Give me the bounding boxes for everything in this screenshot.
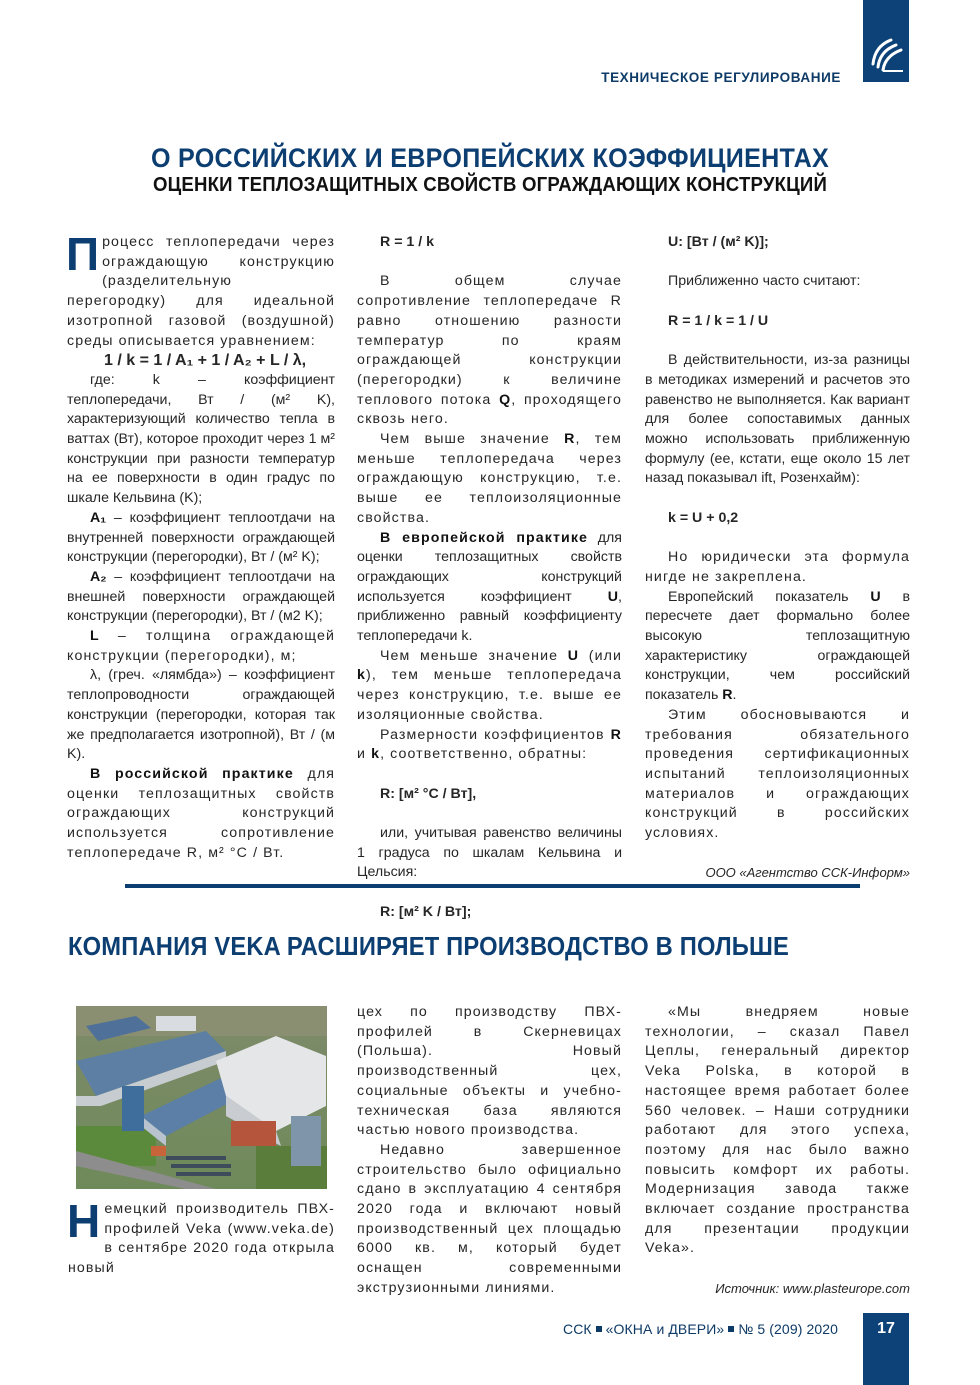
- definition-a2: A₂ – коэффициент теплоотдачи на внешней поверхности ограждающей конструкции (перегородки), Вт / (м2 K);: [67, 568, 335, 625]
- article1-column-1: [66, 228, 335, 864]
- intro-paragraph: Немецкий производитель ПВХ-профилей Veka (www.veka.de) в сентябре 2020 года открыла новый: [67, 1195, 335, 1277]
- formula-u-units: U: [Вт / (м² K)];: [668, 234, 769, 250]
- fan-arcs-logo-icon: [869, 34, 903, 74]
- footer-publication: ССК «ОКНА и ДВЕРИ» № 5 (209) 2020: [562, 1321, 838, 1337]
- article2-column-1: [67, 1195, 335, 1279]
- article1-column-3: [645, 233, 910, 883]
- factory-aerial-photo: [76, 1006, 327, 1189]
- page-number: 17: [877, 1320, 895, 1337]
- european-practice-paragraph: В европейской практике для оценки теплозащитных свойств ограждающих конструкций используется коэффициент U, приближенно равный коэффициенту теплопередачи k.: [357, 529, 622, 645]
- paragraph: Недавно завершенное строительство было официально сдано в эксплуатацию 4 сентября 2020 года и включают новый производственный цех площадью 6000 кв. м, который будет оснащен современными экструзионными линиями.: [357, 1141, 622, 1296]
- definition-a1: A₁ – коэффициент теплоотдачи на внутренней поверхности ограждающей конструкции (перегородки), Вт / (м² K);: [67, 509, 335, 566]
- paragraph: Но юридически эта формула нигде не закреплена.: [645, 549, 910, 585]
- paragraph: или, учитывая равенство величины 1 градуса по шкалам Кельвина и Цельсия:: [357, 825, 622, 881]
- paragraph: цех по производству ПВХ-профилей в Скерневицах (Польша). Новый производственный цех, социальные объекты и учебно-техническая база являются частью нового производства.: [357, 1004, 622, 1139]
- paragraph: В действительности, из-за разницы в методиках измерений и расчетов это равенство не выполняется. Как вариант для более сопоставимых данных можно использовать приближенную формулу (ее, кстати, еще около 15 лет назад показывал ift, Розенхайм):: [645, 352, 910, 487]
- section-divider: [125, 884, 860, 888]
- quote-paragraph: «Мы внедряем новые технологии, – сказал Павел Цеплы, генеральный директор Veka Polska, в которой в настоящее время работает более 560 человек. – Наши сотрудники работают для этого успеха, поэтому для нас было важно повысить комфорт их работы. Модернизация завода также включает создание пространства для презентации продукции Veka».: [645, 1004, 910, 1257]
- drop-cap: П: [66, 228, 100, 280]
- definition-lambda: λ, (греч. «лямбда») – коэффициент теплопроводности ограждающей конструкции (перегородки, которая так же предполагается изотропной), Вт / (м K).: [67, 667, 335, 763]
- formula-r-units-kelvin: R: [м² K / Вт];: [380, 903, 472, 920]
- source-credit: Источник: www.plasteurope.com: [715, 1280, 910, 1296]
- article2-title: КОМПАНИЯ VEKA РАСШИРЯЕТ ПРОИЗВОДСТВО В ПОЛЬШЕ: [68, 933, 790, 961]
- definition-k: где: k – коэффициент теплопередачи, Вт / (м² K), характеризующий количество тепла в ваттах (Вт), которое проходит через 1 м² конструкции при разности температур на ее поверхности в один градус по шкале Кельвина (K);: [67, 371, 335, 507]
- page-number-tab: [863, 1313, 909, 1385]
- bullet-icon: [728, 1326, 734, 1332]
- drop-cap: Н: [67, 1195, 102, 1247]
- formula-equality: R = 1 / k = 1 / U: [668, 312, 769, 329]
- main-formula: 1 / k = 1 / A₁ + 1 / A₂ + L / λ,: [104, 352, 307, 370]
- article2-column-2: [357, 1003, 622, 1299]
- header-tab: [863, 0, 909, 82]
- paragraph: Чем выше значение R, тем меньше теплопередача через ограждающую конструкцию, т.е. выше ее теплоизоляционные свойства.: [357, 431, 622, 526]
- article1-column-2: [357, 233, 622, 923]
- paragraph: Этим обосновываются и требования обязательного проведения сертификационных испытаний теплоизоляционных материалов и ограждающих конструкций в российских условиях.: [645, 706, 910, 842]
- section-label: ТЕХНИЧЕСКОЕ РЕГУЛИРОВАНИЕ: [601, 70, 841, 85]
- article2-column-3: [645, 1003, 910, 1299]
- article-signature: ООО «Агентство ССК-Информ»: [705, 865, 910, 881]
- paragraph: Европейский показатель U в пересчете дает формально более высокую теплозащитную характеристику ограждающей конструкции, чем российский показатель R.: [645, 588, 910, 704]
- formula-r-units: R: [м² °C / Вт],: [380, 785, 477, 802]
- article-subtitle: ОЦЕНКИ ТЕПЛОЗАЩИТНЫХ СВОЙСТВ ОГРАЖДАЮЩИХ КОНСТРУКЦИЙ: [152, 174, 828, 196]
- russian-practice-paragraph: В российской практике для оценки теплозащитных свойств ограждающих конструкций используется сопротивление теплопередаче R, м² °C / Вт.: [67, 765, 335, 861]
- article-title: О РОССИЙСКИХ И ЕВРОПЕЙСКИХ КОЭФФИЦИЕНТАХ: [150, 143, 830, 173]
- formula-r: R = 1 / k: [380, 234, 435, 250]
- bullet-icon: [596, 1326, 602, 1332]
- definition-l: L – толщина ограждающей конструкции (перегородки), м;: [67, 628, 335, 664]
- formula-approx: k = U + 0,2: [668, 509, 739, 526]
- paragraph: Приближенно часто считают:: [668, 273, 861, 290]
- paragraph: Чем меньше значение U (или k), тем меньше теплопередача через конструкцию, т.е. выше ее изоляционные свойства.: [357, 647, 623, 723]
- intro-paragraph: Процесс теплопередачи через ограждающую конструкцию (разделительную перегородку) для идеальной изотропной газовой (воздушной) среды описывается уравнением:: [66, 228, 335, 349]
- paragraph: Размерности коэффициентов R и k, соответственно, обратны:: [357, 726, 622, 763]
- paragraph: В общем случае сопротивление теплопередаче R равно отношению разности температур по краям ограждающей конструкции (перегородки) к величине теплового потока Q, проходящего сквозь него.: [357, 273, 622, 428]
